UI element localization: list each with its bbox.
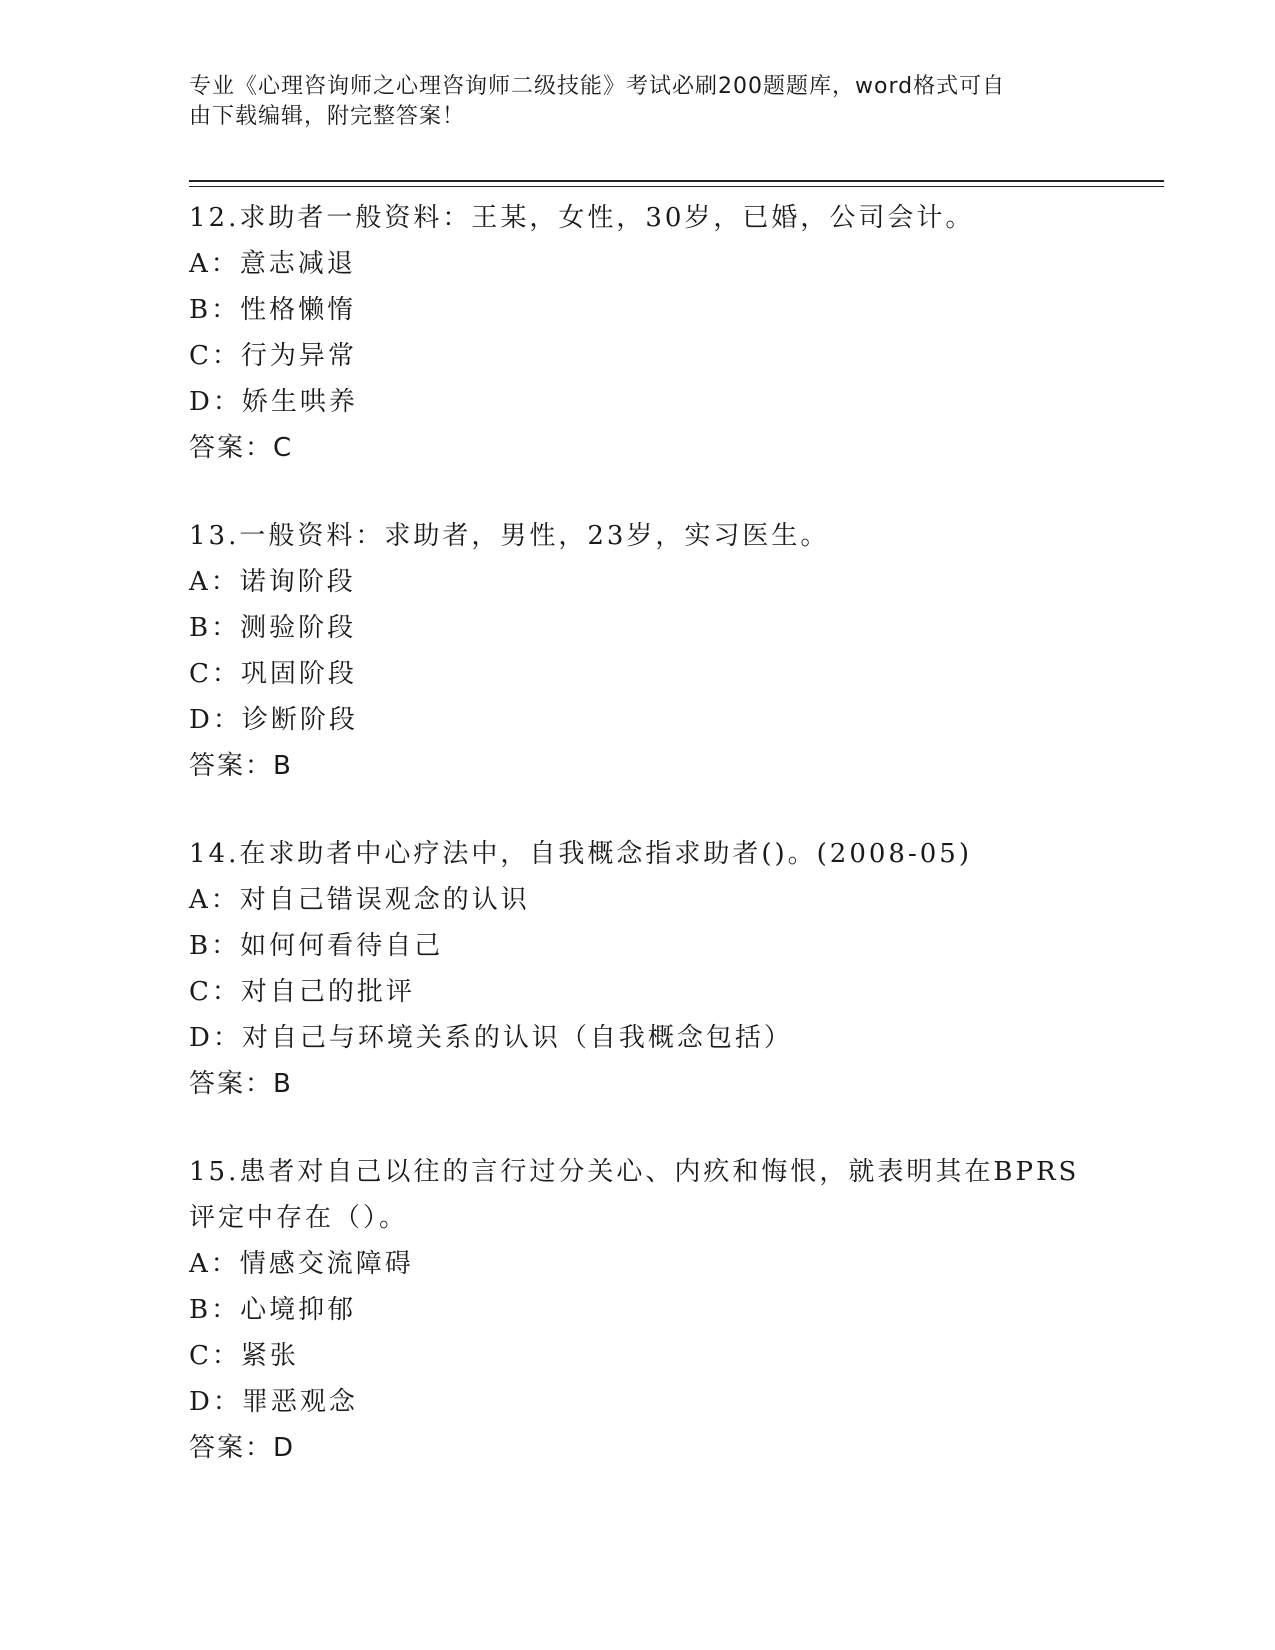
question-14 — [189, 831, 1089, 1107]
answer: 答案：B — [189, 1069, 293, 1099]
question-text: 14.在求助者中心疗法中，自我概念指求助者()。(2008-05) — [189, 839, 972, 869]
answer: 答案：B — [189, 751, 293, 781]
option-a: A：诺询阶段 — [189, 567, 356, 597]
header-divider-bottom — [189, 186, 1164, 187]
header-line-2: 由下载编辑，附完整答案！ — [189, 104, 466, 129]
option-a: A：情感交流障碍 — [189, 1249, 414, 1279]
document-header — [189, 72, 1079, 132]
option-d: D：诊断阶段 — [189, 705, 358, 735]
option-a: A：对自己错误观念的认识 — [189, 885, 530, 915]
answer: 答案：D — [189, 1433, 296, 1463]
option-c: C：巩固阶段 — [189, 659, 357, 689]
question-text: 13.一般资料：求助者，男性，23岁，实习医生。 — [189, 521, 830, 551]
header-line-1: 专业《心理咨询师之心理咨询师二级技能》考试必刷200题题库，word格式可自 — [189, 74, 1006, 99]
question-12 — [189, 195, 1089, 471]
header-divider-top — [189, 180, 1164, 182]
option-d: D：娇生哄养 — [189, 387, 358, 417]
question-15 — [189, 1149, 1089, 1471]
option-b: B：测验阶段 — [189, 613, 357, 643]
option-b: B：心境抑郁 — [189, 1295, 357, 1325]
option-d: D：对自己与环境关系的认识（自我概念包括） — [189, 1023, 793, 1053]
answer: 答案：C — [189, 433, 294, 463]
question-13 — [189, 513, 1089, 789]
option-c: C：行为异常 — [189, 341, 357, 371]
option-d: D：罪恶观念 — [189, 1387, 358, 1417]
question-text: 12.求助者一般资料：王某，女性，30岁，已婚，公司会计。 — [189, 203, 975, 233]
option-b: B：如何何看待自己 — [189, 931, 444, 961]
option-b: B：性格懒惰 — [189, 295, 357, 325]
option-a: A：意志减退 — [189, 249, 356, 279]
question-list — [189, 195, 1089, 1513]
question-text: 15.患者对自己以往的言行过分关心、内疚和悔恨，就表明其在BPRS评定中存在（）。 — [189, 1157, 1080, 1233]
option-c: C：对自己的批评 — [189, 977, 415, 1007]
option-c: C：紧张 — [189, 1341, 299, 1371]
